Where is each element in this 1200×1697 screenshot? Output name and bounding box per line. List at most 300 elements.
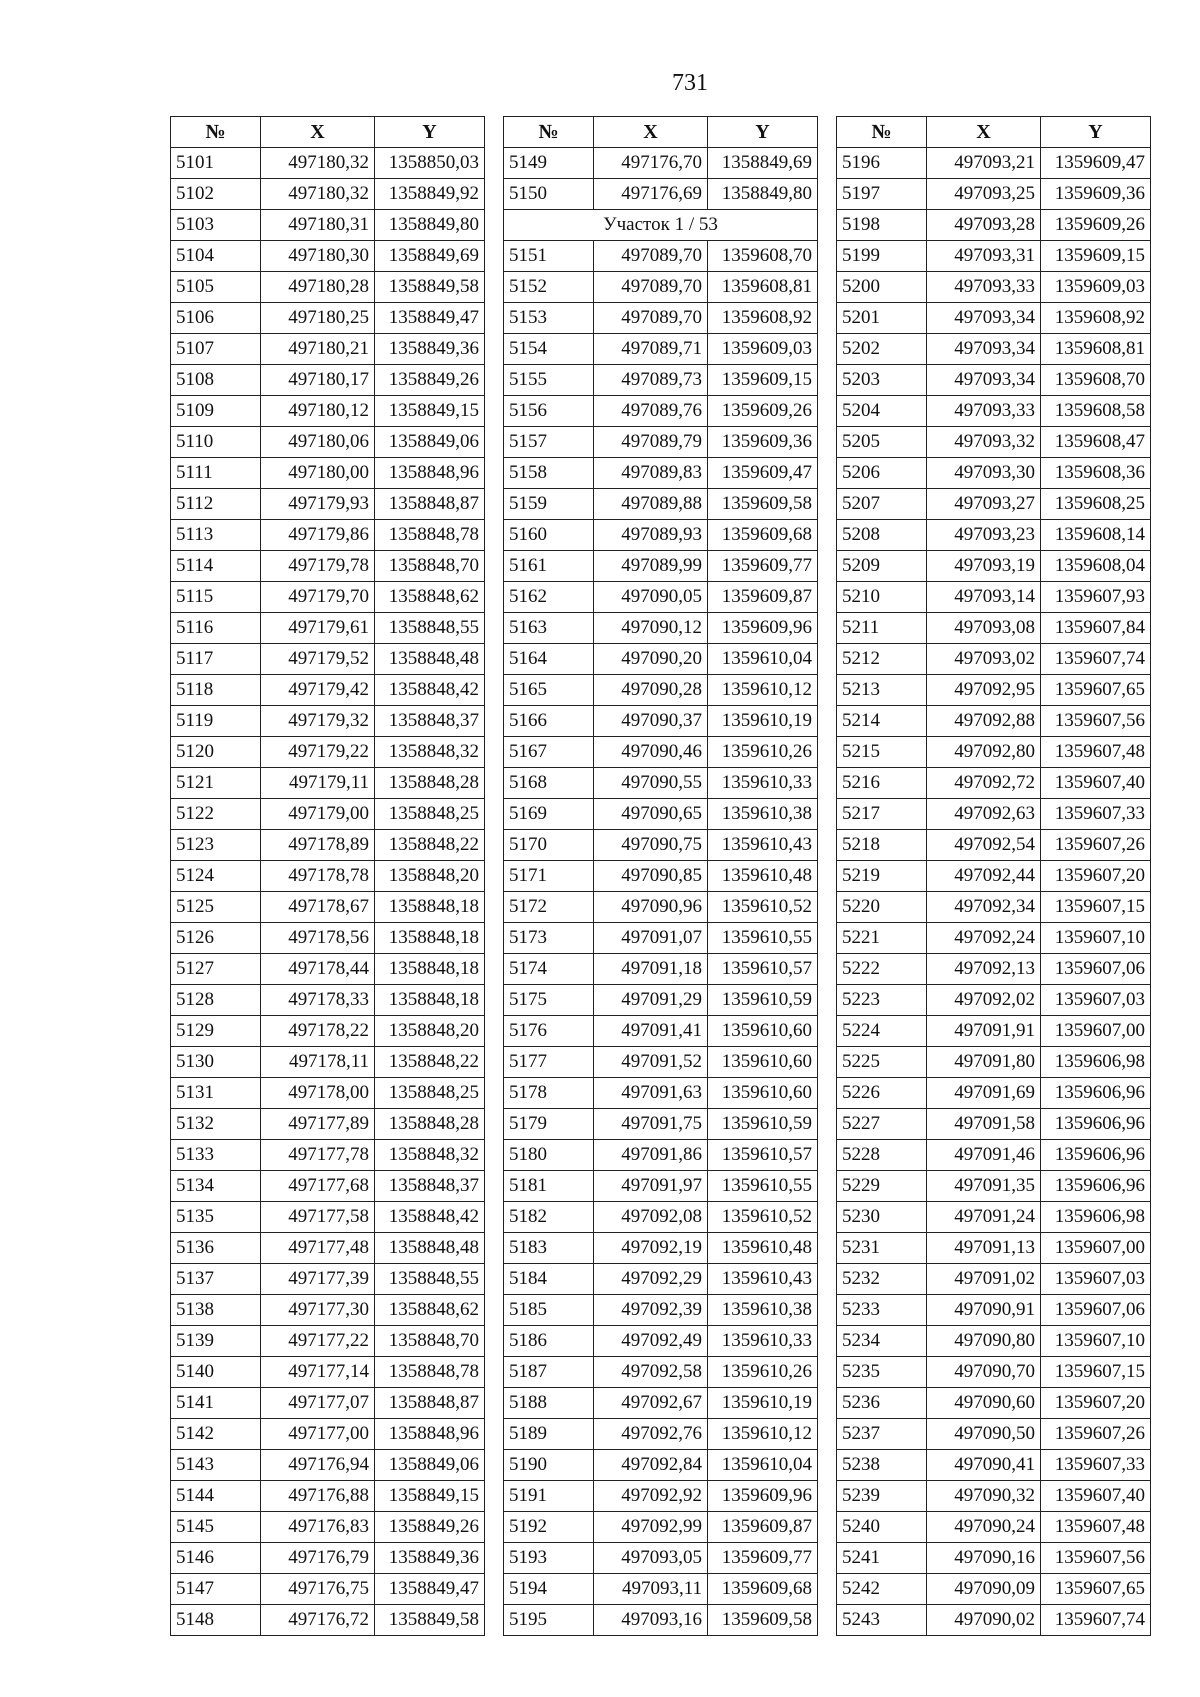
cell-number: 5124 [171,861,261,892]
table-row [504,706,818,737]
table-row [837,179,1151,210]
cell-y: 1359607,10 [1041,1326,1151,1357]
cell-y: 1359608,58 [1041,396,1151,427]
cell-y: 1359607,74 [1041,1605,1151,1636]
table-row [171,644,485,675]
table-row [171,551,485,582]
cell-x: 497091,91 [927,1016,1041,1047]
cell-x: 497093,34 [927,334,1041,365]
cell-y: 1359607,40 [1041,768,1151,799]
table-row [504,1078,818,1109]
cell-x: 497093,11 [594,1574,708,1605]
cell-number: 5175 [504,985,594,1016]
cell-y: 1358848,48 [375,1233,485,1264]
cell-x: 497179,78 [261,551,375,582]
cell-number: 5165 [504,675,594,706]
table-row [171,1357,485,1388]
cell-y: 1359606,96 [1041,1171,1151,1202]
header-number: № [504,117,594,148]
cell-number: 5146 [171,1543,261,1574]
cell-number: 5128 [171,985,261,1016]
cell-y: 1359609,15 [1041,241,1151,272]
cell-x: 497178,00 [261,1078,375,1109]
table-row [837,1109,1151,1140]
table-row [504,365,818,396]
header-y: Y [375,117,485,148]
cell-x: 497093,14 [927,582,1041,613]
table-row [504,644,818,675]
table-row [504,1109,818,1140]
cell-number: 5213 [837,675,927,706]
table-row [504,303,818,334]
cell-number: 5181 [504,1171,594,1202]
cell-x: 497091,69 [927,1078,1041,1109]
cell-number: 5104 [171,241,261,272]
cell-y: 1358848,55 [375,1264,485,1295]
cell-x: 497093,23 [927,520,1041,551]
cell-x: 497092,13 [927,954,1041,985]
cell-y: 1358848,32 [375,737,485,768]
cell-y: 1359607,74 [1041,644,1151,675]
table-row [171,396,485,427]
cell-y: 1358849,80 [375,210,485,241]
cell-y: 1359610,33 [708,1326,818,1357]
table-row [837,1295,1151,1326]
table-row [171,985,485,1016]
cell-x: 497089,88 [594,489,708,520]
table-row [504,1543,818,1574]
cell-number: 5230 [837,1202,927,1233]
cell-y: 1358849,26 [375,365,485,396]
cell-number: 5105 [171,272,261,303]
cell-y: 1359610,04 [708,1450,818,1481]
cell-y: 1358848,18 [375,892,485,923]
cell-number: 5132 [171,1109,261,1140]
cell-number: 5233 [837,1295,927,1326]
cell-number: 5208 [837,520,927,551]
cell-x: 497180,32 [261,179,375,210]
table-row [837,1450,1151,1481]
cell-y: 1359608,25 [1041,489,1151,520]
cell-number: 5176 [504,1016,594,1047]
cell-number: 5140 [171,1357,261,1388]
table-row [504,768,818,799]
cell-y: 1359610,48 [708,1233,818,1264]
cell-number: 5127 [171,954,261,985]
table-row [837,582,1151,613]
cell-number: 5191 [504,1481,594,1512]
cell-number: 5179 [504,1109,594,1140]
cell-x: 497089,73 [594,365,708,396]
cell-x: 497092,72 [927,768,1041,799]
table-row [504,985,818,1016]
table-row [837,1543,1151,1574]
cell-number: 5136 [171,1233,261,1264]
cell-x: 497093,21 [927,148,1041,179]
cell-x: 497092,54 [927,830,1041,861]
cell-y: 1359609,87 [708,582,818,613]
cell-y: 1359607,10 [1041,923,1151,954]
cell-y: 1359610,12 [708,1419,818,1450]
cell-x: 497091,58 [927,1109,1041,1140]
cell-number: 5117 [171,644,261,675]
cell-x: 497090,20 [594,644,708,675]
cell-x: 497180,25 [261,303,375,334]
cell-number: 5231 [837,1233,927,1264]
table-row [504,861,818,892]
section-row [504,210,818,241]
cell-x: 497091,07 [594,923,708,954]
cell-y: 1358848,20 [375,861,485,892]
cell-x: 497093,32 [927,427,1041,458]
table-header-row [837,117,1151,148]
table-row [837,272,1151,303]
table-row [504,613,818,644]
cell-y: 1359609,15 [708,365,818,396]
cell-y: 1358848,78 [375,520,485,551]
cell-x: 497176,75 [261,1574,375,1605]
cell-y: 1359608,36 [1041,458,1151,489]
cell-x: 497090,16 [927,1543,1041,1574]
table-row [837,303,1151,334]
cell-y: 1358848,87 [375,1388,485,1419]
table-row [837,613,1151,644]
coordinates-table-1 [170,116,485,1636]
cell-y: 1359609,03 [1041,272,1151,303]
cell-x: 497091,52 [594,1047,708,1078]
cell-number: 5109 [171,396,261,427]
cell-number: 5185 [504,1295,594,1326]
cell-x: 497090,91 [927,1295,1041,1326]
cell-y: 1359607,06 [1041,1295,1151,1326]
cell-x: 497089,83 [594,458,708,489]
cell-y: 1359610,55 [708,923,818,954]
cell-y: 1359610,57 [708,1140,818,1171]
cell-y: 1358848,22 [375,1047,485,1078]
cell-number: 5216 [837,768,927,799]
cell-x: 497179,11 [261,768,375,799]
table-row [171,1109,485,1140]
cell-y: 1359609,87 [708,1512,818,1543]
cell-x: 497091,80 [927,1047,1041,1078]
cell-number: 5119 [171,706,261,737]
table-row [171,1388,485,1419]
cell-x: 497091,02 [927,1264,1041,1295]
cell-y: 1359610,33 [708,768,818,799]
cell-x: 497176,83 [261,1512,375,1543]
table-row [171,334,485,365]
table-row [504,892,818,923]
cell-number: 5164 [504,644,594,675]
cell-x: 497180,28 [261,272,375,303]
table-row [837,768,1151,799]
table-row [171,1450,485,1481]
cell-number: 5210 [837,582,927,613]
table-row [504,1295,818,1326]
cell-y: 1359607,20 [1041,861,1151,892]
cell-number: 5186 [504,1326,594,1357]
table-row [837,861,1151,892]
cell-x: 497176,70 [594,148,708,179]
table-row [837,799,1151,830]
cell-number: 5166 [504,706,594,737]
cell-x: 497177,30 [261,1295,375,1326]
cell-y: 1359610,52 [708,892,818,923]
table-row [171,1078,485,1109]
table-row [504,1574,818,1605]
cell-y: 1358848,20 [375,1016,485,1047]
cell-y: 1359610,59 [708,985,818,1016]
cell-number: 5144 [171,1481,261,1512]
header-y: Y [1041,117,1151,148]
cell-y: 1359609,77 [708,551,818,582]
cell-x: 497092,63 [927,799,1041,830]
cell-number: 5207 [837,489,927,520]
table-header-row [504,117,818,148]
coordinates-table-2 [503,116,818,1636]
table-row [504,458,818,489]
cell-number: 5178 [504,1078,594,1109]
cell-number: 5195 [504,1605,594,1636]
cell-y: 1359606,96 [1041,1109,1151,1140]
cell-number: 5220 [837,892,927,923]
cell-y: 1359609,96 [708,613,818,644]
header-number: № [171,117,261,148]
cell-number: 5168 [504,768,594,799]
table-row [171,303,485,334]
cell-x: 497092,58 [594,1357,708,1388]
cell-number: 5145 [171,1512,261,1543]
table-row [171,458,485,489]
cell-y: 1358848,48 [375,644,485,675]
table-row [504,675,818,706]
cell-number: 5158 [504,458,594,489]
cell-number: 5137 [171,1264,261,1295]
cell-x: 497178,44 [261,954,375,985]
cell-number: 5143 [171,1450,261,1481]
cell-x: 497092,80 [927,737,1041,768]
cell-number: 5182 [504,1202,594,1233]
cell-y: 1358848,18 [375,954,485,985]
cell-y: 1359610,19 [708,1388,818,1419]
table-row [837,1326,1151,1357]
cell-x: 497093,33 [927,396,1041,427]
cell-number: 5123 [171,830,261,861]
cell-x: 497090,75 [594,830,708,861]
table-body [171,148,485,1636]
cell-y: 1358848,32 [375,1140,485,1171]
table-row [171,799,485,830]
cell-x: 497093,30 [927,458,1041,489]
cell-x: 497090,80 [927,1326,1041,1357]
cell-y: 1358848,55 [375,613,485,644]
cell-number: 5152 [504,272,594,303]
cell-x: 497177,78 [261,1140,375,1171]
cell-y: 1358849,06 [375,1450,485,1481]
cell-number: 5209 [837,551,927,582]
cell-x: 497090,05 [594,582,708,613]
cell-number: 5156 [504,396,594,427]
table-row [171,489,485,520]
section-label: Участок 1 / 53 [504,210,818,241]
cell-y: 1358848,87 [375,489,485,520]
cell-x: 497178,56 [261,923,375,954]
cell-number: 5218 [837,830,927,861]
table-row [504,1357,818,1388]
cell-number: 5135 [171,1202,261,1233]
cell-y: 1358849,58 [375,272,485,303]
table-row [171,210,485,241]
table-row [171,1295,485,1326]
table-row [837,334,1151,365]
cell-y: 1359607,48 [1041,737,1151,768]
table-row [504,1016,818,1047]
table-row [504,799,818,830]
cell-y: 1359610,57 [708,954,818,985]
cell-y: 1359610,55 [708,1171,818,1202]
cell-y: 1359609,36 [708,427,818,458]
cell-y: 1358849,47 [375,1574,485,1605]
cell-x: 497092,29 [594,1264,708,1295]
table-row [504,582,818,613]
table-row [837,1512,1151,1543]
cell-x: 497090,46 [594,737,708,768]
table-row [171,1016,485,1047]
cell-number: 5197 [837,179,927,210]
cell-x: 497093,25 [927,179,1041,210]
table-row [504,1047,818,1078]
cell-number: 5141 [171,1388,261,1419]
table-body [837,148,1151,1636]
cell-number: 5121 [171,768,261,799]
cell-number: 5187 [504,1357,594,1388]
cell-x: 497180,30 [261,241,375,272]
table-row [837,1264,1151,1295]
cell-number: 5237 [837,1419,927,1450]
cell-x: 497180,12 [261,396,375,427]
cell-x: 497093,33 [927,272,1041,303]
table-row [837,427,1151,458]
cell-x: 497091,86 [594,1140,708,1171]
cell-number: 5142 [171,1419,261,1450]
cell-x: 497090,85 [594,861,708,892]
cell-y: 1359608,81 [708,272,818,303]
cell-x: 497090,37 [594,706,708,737]
cell-y: 1359607,65 [1041,1574,1151,1605]
cell-x: 497090,41 [927,1450,1041,1481]
table-row [171,1481,485,1512]
cell-x: 497176,94 [261,1450,375,1481]
table-row [837,737,1151,768]
cell-y: 1359607,00 [1041,1016,1151,1047]
cell-y: 1358849,80 [708,179,818,210]
table-row [171,365,485,396]
cell-y: 1358849,36 [375,334,485,365]
table-row [837,954,1151,985]
cell-number: 5211 [837,613,927,644]
cell-number: 5202 [837,334,927,365]
table-row [171,613,485,644]
table-row [171,892,485,923]
cell-number: 5236 [837,1388,927,1419]
cell-number: 5226 [837,1078,927,1109]
cell-y: 1358848,42 [375,1202,485,1233]
cell-number: 5159 [504,489,594,520]
cell-x: 497092,92 [594,1481,708,1512]
cell-number: 5193 [504,1543,594,1574]
cell-x: 497092,44 [927,861,1041,892]
cell-y: 1359609,58 [708,489,818,520]
cell-y: 1359607,56 [1041,1543,1151,1574]
cell-y: 1359609,68 [708,520,818,551]
cell-x: 497089,71 [594,334,708,365]
cell-x: 497177,48 [261,1233,375,1264]
cell-y: 1358848,18 [375,923,485,954]
table-row [504,1326,818,1357]
cell-x: 497179,86 [261,520,375,551]
cell-number: 5157 [504,427,594,458]
cell-number: 5184 [504,1264,594,1295]
table-row [837,1202,1151,1233]
cell-number: 5212 [837,644,927,675]
cell-x: 497092,88 [927,706,1041,737]
cell-y: 1359606,96 [1041,1140,1151,1171]
table-row [171,1233,485,1264]
cell-number: 5167 [504,737,594,768]
cell-x: 497089,70 [594,272,708,303]
cell-number: 5134 [171,1171,261,1202]
cell-number: 5151 [504,241,594,272]
cell-number: 5118 [171,675,261,706]
cell-number: 5111 [171,458,261,489]
cell-x: 497092,95 [927,675,1041,706]
table-row [504,1233,818,1264]
cell-x: 497092,08 [594,1202,708,1233]
cell-y: 1359608,14 [1041,520,1151,551]
cell-number: 5169 [504,799,594,830]
cell-number: 5155 [504,365,594,396]
cell-x: 497092,34 [927,892,1041,923]
cell-y: 1359607,03 [1041,1264,1151,1295]
cell-x: 497092,76 [594,1419,708,1450]
cell-number: 5170 [504,830,594,861]
table-row [171,675,485,706]
table-row [837,1605,1151,1636]
cell-y: 1358848,62 [375,1295,485,1326]
table-row [504,179,818,210]
coordinates-table-3 [836,116,1151,1636]
header-y: Y [708,117,818,148]
cell-y: 1358848,28 [375,1109,485,1140]
cell-y: 1358848,37 [375,706,485,737]
cell-number: 5192 [504,1512,594,1543]
cell-number: 5183 [504,1233,594,1264]
cell-y: 1359607,26 [1041,830,1151,861]
cell-number: 5215 [837,737,927,768]
cell-number: 5206 [837,458,927,489]
cell-y: 1359607,00 [1041,1233,1151,1264]
cell-y: 1358849,92 [375,179,485,210]
table-row [171,1419,485,1450]
cell-number: 5162 [504,582,594,613]
cell-y: 1358848,25 [375,799,485,830]
cell-y: 1359608,81 [1041,334,1151,365]
cell-number: 5173 [504,923,594,954]
cell-y: 1359610,12 [708,675,818,706]
cell-number: 5188 [504,1388,594,1419]
cell-y: 1359608,70 [1041,365,1151,396]
cell-x: 497091,18 [594,954,708,985]
